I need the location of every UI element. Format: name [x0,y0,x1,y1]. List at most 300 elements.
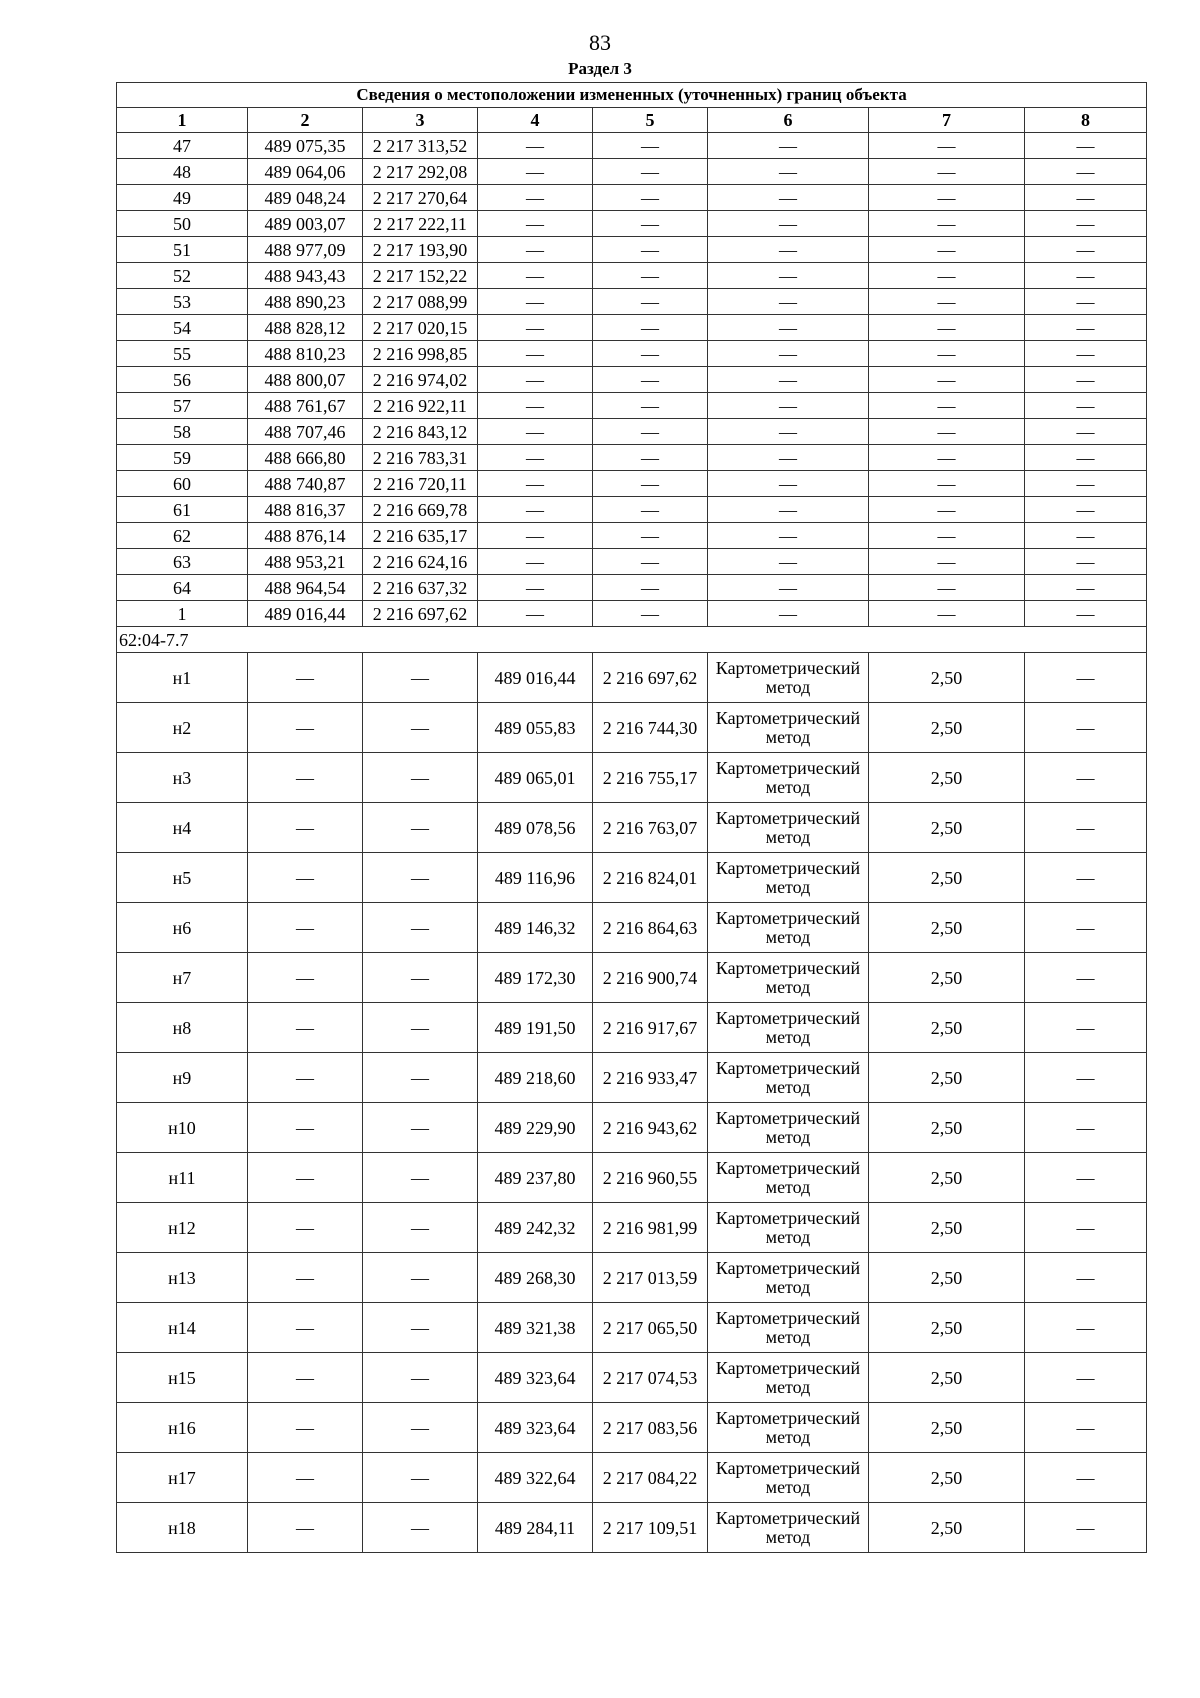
table-row [117,263,1147,289]
table-cell: — [869,315,1025,341]
table-cell: 2,50 [869,1053,1025,1103]
table-cell: 489 003,07 [248,211,363,237]
table-cell: 2 217 193,90 [363,237,478,263]
table-cell: — [363,1353,478,1403]
column-header: 2 [248,108,363,133]
table-cell: 58 [117,419,248,445]
table-cell: 62 [117,523,248,549]
table-cell: — [248,953,363,1003]
table-row [117,393,1147,419]
column-header: 1 [117,108,248,133]
table-cell: — [1025,1153,1147,1203]
table-cell: — [708,471,869,497]
table-cell: — [593,211,708,237]
table-cell: 489 322,64 [478,1453,593,1503]
table-row [117,1003,1147,1053]
table-cell: — [593,471,708,497]
table-cell: — [1025,1453,1147,1503]
table-cell: — [593,549,708,575]
table-cell: н11 [117,1153,248,1203]
table-title: Сведения о местоположении измененных (уточненных) границ объекта [117,83,1147,108]
table-cell: — [363,1403,478,1453]
table-cell: 2 217 109,51 [593,1503,708,1553]
table-cell: 488 816,37 [248,497,363,523]
table-row [117,601,1147,627]
table-cell: — [708,237,869,263]
table-cell: 50 [117,211,248,237]
table-cell: — [363,1003,478,1053]
table-cell: 2 216 783,31 [363,445,478,471]
table-cell: 2 216 843,12 [363,419,478,445]
table-cell: — [1025,497,1147,523]
table-cell: — [708,419,869,445]
table-cell: — [478,367,593,393]
table-row [117,753,1147,803]
table-cell: 2,50 [869,753,1025,803]
table-cell: — [1025,703,1147,753]
table-cell: 489 323,64 [478,1353,593,1403]
table-cell: — [708,601,869,627]
table-cell: Картометрический метод [708,1453,869,1503]
table-cell: н8 [117,1003,248,1053]
table-cell: 61 [117,497,248,523]
table-cell: — [869,471,1025,497]
table-cell: 2 216 697,62 [593,653,708,703]
table-row [117,237,1147,263]
table-cell: 2,50 [869,803,1025,853]
table-cell: Картометрический метод [708,1203,869,1253]
table-cell: 54 [117,315,248,341]
table-cell: — [248,1353,363,1403]
table-cell: — [593,315,708,341]
table-row [117,903,1147,953]
table-row [117,1253,1147,1303]
table-cell: — [363,853,478,903]
table-cell: Картометрический метод [708,703,869,753]
table-cell: — [1025,1353,1147,1403]
table-cell: 489 075,35 [248,133,363,159]
table-cell: н15 [117,1353,248,1403]
table-cell: — [869,263,1025,289]
table-cell: н14 [117,1303,248,1353]
table-cell: — [248,1053,363,1103]
table-cell: 2,50 [869,1503,1025,1553]
table-cell: — [248,803,363,853]
table-cell: 59 [117,445,248,471]
table-row [117,703,1147,753]
table-cell: — [1025,315,1147,341]
table-row [117,419,1147,445]
table-cell: 2 216 864,63 [593,903,708,953]
table-cell: 56 [117,367,248,393]
table-cell: 2,50 [869,1203,1025,1253]
table-cell: 63 [117,549,248,575]
table-cell: 48 [117,159,248,185]
table-cell: н5 [117,853,248,903]
table-cell: н16 [117,1403,248,1453]
table-cell: 489 268,30 [478,1253,593,1303]
table-cell: 489 064,06 [248,159,363,185]
table-cell: 488 810,23 [248,341,363,367]
table-cell: н2 [117,703,248,753]
table-row [117,653,1147,703]
table-row [117,1103,1147,1153]
table-cell: 489 321,38 [478,1303,593,1353]
table-cell: н9 [117,1053,248,1103]
table-cell: — [1025,853,1147,903]
table-cell: — [478,315,593,341]
table-cell: — [708,289,869,315]
table-cell: 489 116,96 [478,853,593,903]
table-cell: — [593,159,708,185]
table-cell: 2,50 [869,1403,1025,1453]
table-cell: 2 216 720,11 [363,471,478,497]
table-cell: — [1025,237,1147,263]
table-title-row [117,83,1147,108]
section-title: Раздел 3 [568,59,632,78]
table-cell: — [869,497,1025,523]
table-cell: 489 055,83 [478,703,593,753]
table-row [117,445,1147,471]
table-row [117,133,1147,159]
table-cell: — [363,703,478,753]
table-cell: — [478,575,593,601]
table-cell: 488 707,46 [248,419,363,445]
table-cell: 489 078,56 [478,803,593,853]
table-cell: — [363,653,478,703]
column-header: 5 [593,108,708,133]
table-cell: 488 800,07 [248,367,363,393]
table-cell: — [869,393,1025,419]
column-header: 3 [363,108,478,133]
table-cell: 1 [117,601,248,627]
table-cell: — [593,237,708,263]
table-cell: 2 216 637,32 [363,575,478,601]
group-label: 62:04-7.7 [117,627,1147,653]
table-cell: н3 [117,753,248,803]
table-cell: — [708,497,869,523]
table-cell: — [708,185,869,211]
table-cell: — [1025,211,1147,237]
table-cell: — [363,1103,478,1153]
table-cell: 2 216 974,02 [363,367,478,393]
table-cell: — [593,575,708,601]
table-cell: 2 216 981,99 [593,1203,708,1253]
table-cell: 489 284,11 [478,1503,593,1553]
table-cell: — [248,653,363,703]
table-cell: 52 [117,263,248,289]
table-cell: — [363,953,478,1003]
table-cell: — [593,601,708,627]
page-number: 83 [589,30,611,55]
table-cell: — [478,341,593,367]
table-cell: 489 218,60 [478,1053,593,1103]
table-cell: 489 146,32 [478,903,593,953]
table-cell: 2 216 763,07 [593,803,708,853]
table-cell: 2 216 922,11 [363,393,478,419]
table-cell: — [593,185,708,211]
table-cell: — [869,575,1025,601]
table-cell: — [1025,1053,1147,1103]
table-cell: — [1025,1103,1147,1153]
table-row [117,159,1147,185]
table-cell: — [363,803,478,853]
table-cell: 55 [117,341,248,367]
table-cell: — [478,419,593,445]
table-cell: 2 216 900,74 [593,953,708,1003]
table-cell: — [1025,575,1147,601]
table-cell: — [248,1103,363,1153]
table-cell: — [708,315,869,341]
table-cell: — [1025,1303,1147,1353]
table-cell: 51 [117,237,248,263]
table-cell: — [1025,419,1147,445]
table-cell: 53 [117,289,248,315]
table-cell: — [1025,1503,1147,1553]
table-cell: — [1025,159,1147,185]
table-cell: — [593,263,708,289]
table-cell: 2 216 755,17 [593,753,708,803]
table-cell: 2 216 824,01 [593,853,708,903]
table-row [117,803,1147,853]
table-cell: — [478,211,593,237]
table-cell: Картометрический метод [708,1103,869,1153]
boundary-table [116,82,1147,1553]
table-cell: 489 242,32 [478,1203,593,1253]
table-cell: 489 048,24 [248,185,363,211]
table-cell: 2 216 669,78 [363,497,478,523]
table-cell: — [478,523,593,549]
table-row [117,211,1147,237]
table-cell: — [708,367,869,393]
table-cell: — [708,211,869,237]
table-cell: — [478,263,593,289]
table-cell: — [1025,549,1147,575]
table-cell: — [363,1053,478,1103]
group-row [117,627,1147,653]
table-cell: — [869,549,1025,575]
table-cell: — [869,367,1025,393]
table-cell: — [478,497,593,523]
column-header: 6 [708,108,869,133]
table-cell: Картометрический метод [708,1053,869,1103]
table-row [117,1053,1147,1103]
table-cell: — [478,237,593,263]
table-cell: — [593,133,708,159]
table-row [117,953,1147,1003]
table-cell: — [1025,523,1147,549]
table-cell: 2 216 635,17 [363,523,478,549]
table-cell: — [248,753,363,803]
table-cell: — [708,549,869,575]
table-cell: 2,50 [869,903,1025,953]
table-cell: 488 740,87 [248,471,363,497]
table-cell: — [1025,803,1147,853]
table-cell: 2 217 020,15 [363,315,478,341]
table-cell: — [708,341,869,367]
table-cell: — [1025,445,1147,471]
table-cell: — [363,1153,478,1203]
table-cell: 57 [117,393,248,419]
table-cell: 2,50 [869,653,1025,703]
table-cell: — [708,263,869,289]
column-header: 7 [869,108,1025,133]
table-cell: — [248,1153,363,1203]
table-cell: 2 217 084,22 [593,1453,708,1503]
table-cell: 2 217 083,56 [593,1403,708,1453]
table-cell: — [248,1303,363,1353]
table-cell: — [363,1453,478,1503]
table-row [117,1353,1147,1403]
table-cell: н13 [117,1253,248,1303]
table-cell: Картометрический метод [708,753,869,803]
table-cell: — [869,523,1025,549]
table-cell: 2,50 [869,1453,1025,1503]
table-cell: 2,50 [869,1153,1025,1203]
table-cell: Картометрический метод [708,853,869,903]
table-cell: 488 890,23 [248,289,363,315]
table-cell: 2,50 [869,1353,1025,1403]
table-cell: 489 323,64 [478,1403,593,1453]
table-row [117,315,1147,341]
table-cell: — [478,133,593,159]
table-cell: — [869,237,1025,263]
table-cell: — [478,445,593,471]
table-cell: — [593,341,708,367]
column-header-row [117,108,1147,133]
table-cell: н7 [117,953,248,1003]
table-row [117,853,1147,903]
table-row [117,341,1147,367]
table-cell: — [1025,133,1147,159]
table-cell: — [248,1003,363,1053]
table-row [117,497,1147,523]
table-cell: — [478,159,593,185]
table-cell: — [869,289,1025,315]
table-cell: 2 217 152,22 [363,263,478,289]
table-cell: — [248,903,363,953]
table-cell: — [708,523,869,549]
table-cell: Картометрический метод [708,1003,869,1053]
table-cell: 2 217 292,08 [363,159,478,185]
table-row [117,1303,1147,1353]
table-cell: 2 216 933,47 [593,1053,708,1103]
table-cell: — [1025,185,1147,211]
table-cell: 2,50 [869,1303,1025,1353]
table-cell: — [1025,471,1147,497]
table-cell: 60 [117,471,248,497]
table-cell: Картометрический метод [708,1253,869,1303]
table-cell: — [363,903,478,953]
table-cell: 488 953,21 [248,549,363,575]
table-cell: — [1025,1003,1147,1053]
table-cell: 2 216 697,62 [363,601,478,627]
table-cell: — [248,1253,363,1303]
table-cell: — [869,133,1025,159]
table-cell: — [869,341,1025,367]
table-cell: — [363,753,478,803]
table-cell: — [1025,903,1147,953]
table-cell: 489 016,44 [248,601,363,627]
table-cell: 2 217 222,11 [363,211,478,237]
table-cell: — [363,1503,478,1553]
table-cell: 2 217 088,99 [363,289,478,315]
table-cell: — [478,185,593,211]
table-cell: 2 216 744,30 [593,703,708,753]
table-cell: — [593,393,708,419]
table-cell: н4 [117,803,248,853]
table-row [117,523,1147,549]
table-cell: — [869,159,1025,185]
table-cell: Картометрический метод [708,903,869,953]
table-cell: 47 [117,133,248,159]
table-cell: 488 666,80 [248,445,363,471]
table-row [117,367,1147,393]
table-cell: — [708,159,869,185]
table-cell: 489 229,90 [478,1103,593,1153]
table-cell: 489 191,50 [478,1003,593,1053]
table-cell: Картометрический метод [708,653,869,703]
table-cell: — [248,1203,363,1253]
table-cell: — [1025,653,1147,703]
table-row [117,1503,1147,1553]
table-cell: 2,50 [869,1003,1025,1053]
table-cell: 2 217 313,52 [363,133,478,159]
table-cell: 489 016,44 [478,653,593,703]
table-cell: — [708,575,869,601]
table-cell: — [1025,1203,1147,1253]
table-cell: — [593,367,708,393]
table-cell: — [248,703,363,753]
table-row [117,575,1147,601]
table-cell: 2 216 998,85 [363,341,478,367]
table-row [117,1203,1147,1253]
table-cell: Картометрический метод [708,803,869,853]
table-cell: 2,50 [869,1103,1025,1153]
table-cell: — [869,419,1025,445]
table-cell: — [708,445,869,471]
table-cell: н10 [117,1103,248,1153]
table-cell: 2 217 270,64 [363,185,478,211]
table-cell: — [478,471,593,497]
column-header: 8 [1025,108,1147,133]
table-cell: — [593,289,708,315]
table-cell: — [478,289,593,315]
table-cell: 488 876,14 [248,523,363,549]
table-cell: — [708,393,869,419]
table-cell: н18 [117,1503,248,1553]
table-cell: — [1025,289,1147,315]
table-cell: 2,50 [869,1253,1025,1303]
table-cell: — [363,1303,478,1353]
table-cell: н17 [117,1453,248,1503]
table-cell: — [1025,953,1147,1003]
table-row [117,1453,1147,1503]
table-cell: 2 216 917,67 [593,1003,708,1053]
table-cell: — [363,1203,478,1253]
table-cell: 489 065,01 [478,753,593,803]
table-cell: — [248,1403,363,1453]
table-cell: 489 172,30 [478,953,593,1003]
table-cell: 2 217 074,53 [593,1353,708,1403]
table-cell: 488 761,67 [248,393,363,419]
table-cell: Картометрический метод [708,1153,869,1203]
table-cell: — [248,1453,363,1503]
table-row [117,549,1147,575]
table-cell: 2,50 [869,853,1025,903]
table-row [117,471,1147,497]
table-cell: 488 977,09 [248,237,363,263]
